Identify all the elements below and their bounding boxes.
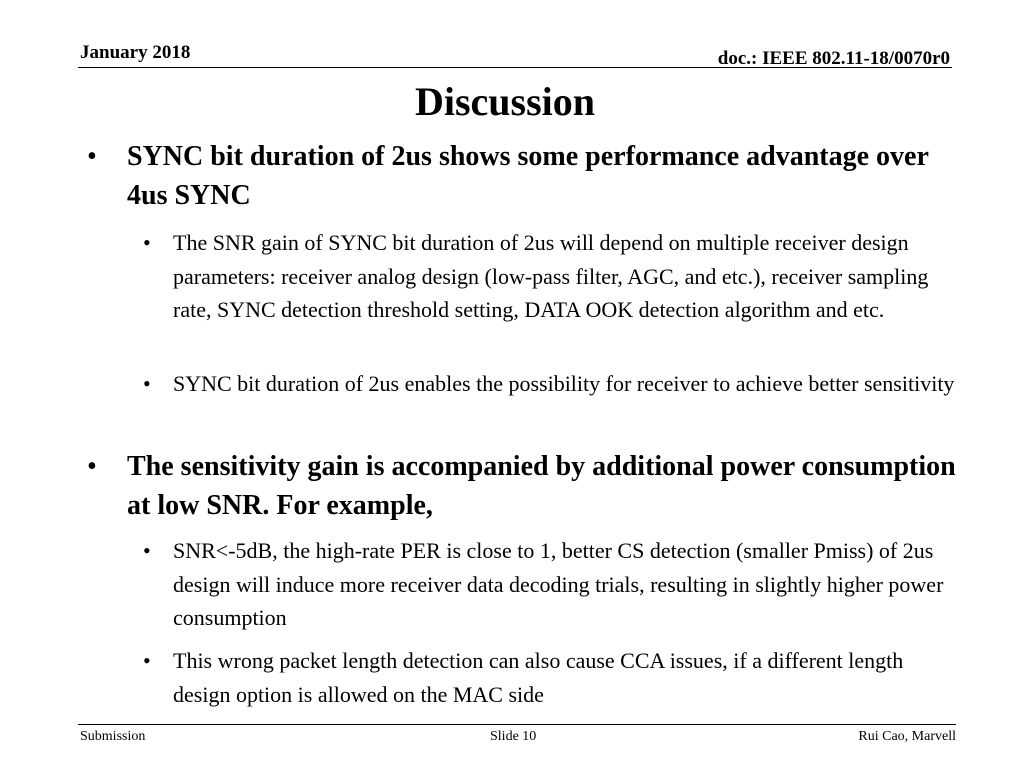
footer-submission: Submission — [80, 729, 146, 744]
header-doc-id: doc.: IEEE 802.11-18/0070r0 — [717, 48, 950, 69]
bullet-2-sub-1: • SNR<-5dB, the high-rate PER is close to 1, better CS detection (smaller Pmiss) of 2us design will induce more receiver data decoding trials, resulting in slightly higher power consumption — [173, 534, 963, 635]
footer-slide-number: Slide 10 — [490, 729, 537, 744]
slide-title: Discussion — [414, 79, 596, 124]
footer-divider — [78, 724, 956, 725]
bullet-2-sub-2: • This wrong packet length detection can also cause CCA issues, if a different length design option is allowed on the MAC side — [173, 644, 963, 711]
footer-author: Rui Cao, Marvell — [858, 729, 956, 744]
bullet-1-sub-2: • SYNC bit duration of 2us enables the possibility for receiver to achieve better sensitivity — [173, 367, 963, 401]
bullet-1-sub-1: • The SNR gain of SYNC bit duration of 2us will depend on multiple receiver design parameters: receiver analog design (low-pass filter, AGC, and etc.), receiver sampling rate, SYNC detection threshold setting, DATA OOK detection algorithm and etc. — [173, 226, 963, 327]
bullet-1: • SYNC bit duration of 2us shows some performance advantage over 4us SYNC — [127, 137, 957, 215]
bullet-2: • The sensitivity gain is accompanied by additional power consumption at low SNR. For example, — [127, 447, 957, 525]
header-date: January 2018 — [80, 42, 191, 63]
